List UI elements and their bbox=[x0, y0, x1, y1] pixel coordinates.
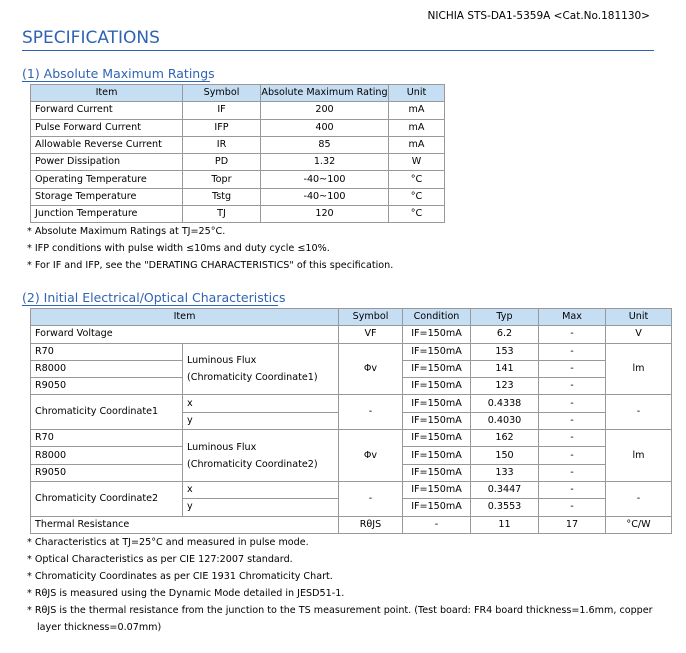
cell: Allowable Reverse Current bbox=[31, 136, 183, 153]
cell: PD bbox=[183, 154, 261, 171]
cell: 1.32 bbox=[261, 154, 389, 171]
cell: TJ bbox=[183, 206, 261, 223]
cell: 123 bbox=[471, 378, 539, 395]
cell: IF=150mA bbox=[403, 343, 471, 360]
cell: mA bbox=[389, 119, 445, 136]
cell: - bbox=[539, 360, 606, 377]
section2-underline bbox=[22, 305, 278, 306]
cell: 11 bbox=[471, 516, 539, 533]
cell: VF bbox=[339, 326, 403, 343]
cell: R8000 bbox=[31, 447, 183, 464]
table-row bbox=[31, 516, 672, 533]
group-label bbox=[183, 343, 339, 395]
cell: - bbox=[539, 412, 606, 429]
cell: 200 bbox=[261, 102, 389, 119]
note: layer thickness=0.07mm) bbox=[37, 622, 162, 633]
cell: °C bbox=[389, 206, 445, 223]
cell: V bbox=[606, 326, 672, 343]
cell: - bbox=[539, 464, 606, 481]
cell: lm bbox=[606, 343, 672, 395]
col-header: Item bbox=[31, 85, 183, 102]
cell: - bbox=[606, 481, 672, 516]
cell: 162 bbox=[471, 430, 539, 447]
cell: Thermal Resistance bbox=[31, 516, 339, 533]
col-header: Unit bbox=[606, 309, 672, 326]
title-rule bbox=[22, 50, 654, 51]
cell: x bbox=[183, 481, 339, 498]
section1-underline bbox=[22, 81, 210, 82]
col-header: Typ bbox=[471, 309, 539, 326]
cell: 120 bbox=[261, 206, 389, 223]
note: * For IF and IFP, see the "DERATING CHARACTERISTICS" of this specification. bbox=[27, 260, 394, 271]
cell: R70 bbox=[31, 343, 183, 360]
cell: IF=150mA bbox=[403, 430, 471, 447]
cell: Forward Voltage bbox=[31, 326, 339, 343]
cell: 6.2 bbox=[471, 326, 539, 343]
table-row bbox=[31, 343, 672, 360]
cell: 150 bbox=[471, 447, 539, 464]
cell: IF=150mA bbox=[403, 412, 471, 429]
table-row bbox=[31, 206, 445, 223]
cell: 0.3553 bbox=[471, 499, 539, 516]
table-row bbox=[31, 119, 445, 136]
cell: - bbox=[539, 395, 606, 412]
section1-title: (1) Absolute Maximum Ratings bbox=[22, 66, 215, 81]
table-row bbox=[31, 154, 445, 171]
cell: IF=150mA bbox=[403, 378, 471, 395]
cell: - bbox=[339, 481, 403, 516]
cell: 17 bbox=[539, 516, 606, 533]
cell: R9050 bbox=[31, 378, 183, 395]
note: * RθJS is measured using the Dynamic Mode detailed in JESD51-1. bbox=[27, 588, 345, 599]
cell: R70 bbox=[31, 430, 183, 447]
cell: 0.3447 bbox=[471, 481, 539, 498]
cell: °C bbox=[389, 188, 445, 205]
cell: 153 bbox=[471, 343, 539, 360]
cell: Junction Temperature bbox=[31, 206, 183, 223]
cell: IF bbox=[183, 102, 261, 119]
cell: y bbox=[183, 499, 339, 516]
cell: W bbox=[389, 154, 445, 171]
cell: - bbox=[539, 326, 606, 343]
col-header: Symbol bbox=[339, 309, 403, 326]
cell: Φv bbox=[339, 430, 403, 482]
table-row bbox=[31, 188, 445, 205]
table-row bbox=[31, 136, 445, 153]
cell: - bbox=[539, 481, 606, 498]
col-header: Absolute Maximum Rating bbox=[261, 85, 389, 102]
group-label-line: Luminous Flux bbox=[187, 355, 257, 367]
cell: -40~100 bbox=[261, 188, 389, 205]
cell: mA bbox=[389, 136, 445, 153]
cell: 85 bbox=[261, 136, 389, 153]
group-label-line: (Chromaticity Coordinate1) bbox=[187, 372, 318, 384]
cell: Storage Temperature bbox=[31, 188, 183, 205]
cell: mA bbox=[389, 102, 445, 119]
note: * IFP conditions with pulse width ≤10ms and duty cycle ≤10%. bbox=[27, 243, 330, 254]
cell: IF=150mA bbox=[403, 447, 471, 464]
note: * Chromaticity Coordinates as per CIE 1931 Chromaticity Chart. bbox=[27, 571, 333, 582]
cell: IF=150mA bbox=[403, 481, 471, 498]
section2-title: (2) Initial Electrical/Optical Characteristics bbox=[22, 290, 286, 305]
cell: x bbox=[183, 395, 339, 412]
cell: °C bbox=[389, 171, 445, 188]
cell: 0.4030 bbox=[471, 412, 539, 429]
cell: °C/W bbox=[606, 516, 672, 533]
cell: 141 bbox=[471, 360, 539, 377]
cell: lm bbox=[606, 430, 672, 482]
cell: Topr bbox=[183, 171, 261, 188]
cell: Forward Current bbox=[31, 102, 183, 119]
cell: R8000 bbox=[31, 360, 183, 377]
col-header: Condition bbox=[403, 309, 471, 326]
col-header: Item bbox=[31, 309, 339, 326]
cell: IF=150mA bbox=[403, 326, 471, 343]
electrical-optical-table bbox=[30, 308, 672, 534]
col-header: Unit bbox=[389, 85, 445, 102]
cell: - bbox=[403, 516, 471, 533]
cell: -40~100 bbox=[261, 171, 389, 188]
absolute-max-ratings-table bbox=[30, 84, 445, 223]
cell: - bbox=[339, 395, 403, 430]
note: * RθJS is the thermal resistance from the junction to the TS measurement point. (Test board: FR4 board thickness=1.6mm, copper bbox=[27, 605, 653, 616]
table-row bbox=[31, 430, 672, 447]
cell: RθJS bbox=[339, 516, 403, 533]
table-header-row bbox=[31, 309, 672, 326]
cell: Tstg bbox=[183, 188, 261, 205]
cell: - bbox=[539, 430, 606, 447]
col-header: Symbol bbox=[183, 85, 261, 102]
note: * Characteristics at TJ=25°C and measured in pulse mode. bbox=[27, 537, 309, 548]
cell: - bbox=[539, 499, 606, 516]
cell: - bbox=[539, 378, 606, 395]
cell: - bbox=[539, 447, 606, 464]
group-label-line: Luminous Flux bbox=[187, 441, 257, 453]
table-row bbox=[31, 171, 445, 188]
cell: IF=150mA bbox=[403, 395, 471, 412]
cell: IR bbox=[183, 136, 261, 153]
table-row bbox=[31, 102, 445, 119]
table-row bbox=[31, 326, 672, 343]
cell: 133 bbox=[471, 464, 539, 481]
table-row bbox=[31, 481, 672, 498]
cell: 0.4338 bbox=[471, 395, 539, 412]
cell: - bbox=[539, 343, 606, 360]
group-label-line: (Chromaticity Coordinate2) bbox=[187, 458, 318, 470]
cell: y bbox=[183, 412, 339, 429]
cell: Φv bbox=[339, 343, 403, 395]
section2-notes bbox=[27, 534, 653, 636]
note: * Optical Characteristics as per CIE 127:2007 standard. bbox=[27, 554, 293, 565]
table-header-row bbox=[31, 85, 445, 102]
cell: Operating Temperature bbox=[31, 171, 183, 188]
cell: IF=150mA bbox=[403, 499, 471, 516]
cell: R9050 bbox=[31, 464, 183, 481]
cell: IF=150mA bbox=[403, 464, 471, 481]
cell: - bbox=[606, 395, 672, 430]
cell: IF=150mA bbox=[403, 360, 471, 377]
table-row bbox=[31, 395, 672, 412]
cell: Chromaticity Coordinate1 bbox=[31, 395, 183, 430]
cell: IFP bbox=[183, 119, 261, 136]
group-label bbox=[183, 430, 339, 482]
cell: Power Dissipation bbox=[31, 154, 183, 171]
note: * Absolute Maximum Ratings at TJ=25°C. bbox=[27, 226, 226, 237]
col-header: Max bbox=[539, 309, 606, 326]
section1-notes bbox=[27, 223, 393, 274]
cell: 400 bbox=[261, 119, 389, 136]
page-title: SPECIFICATIONS bbox=[22, 28, 160, 48]
cell: Pulse Forward Current bbox=[31, 119, 183, 136]
document-header: NICHIA STS-DA1-5359A <Cat.No.181130> bbox=[427, 10, 650, 22]
cell: Chromaticity Coordinate2 bbox=[31, 481, 183, 516]
